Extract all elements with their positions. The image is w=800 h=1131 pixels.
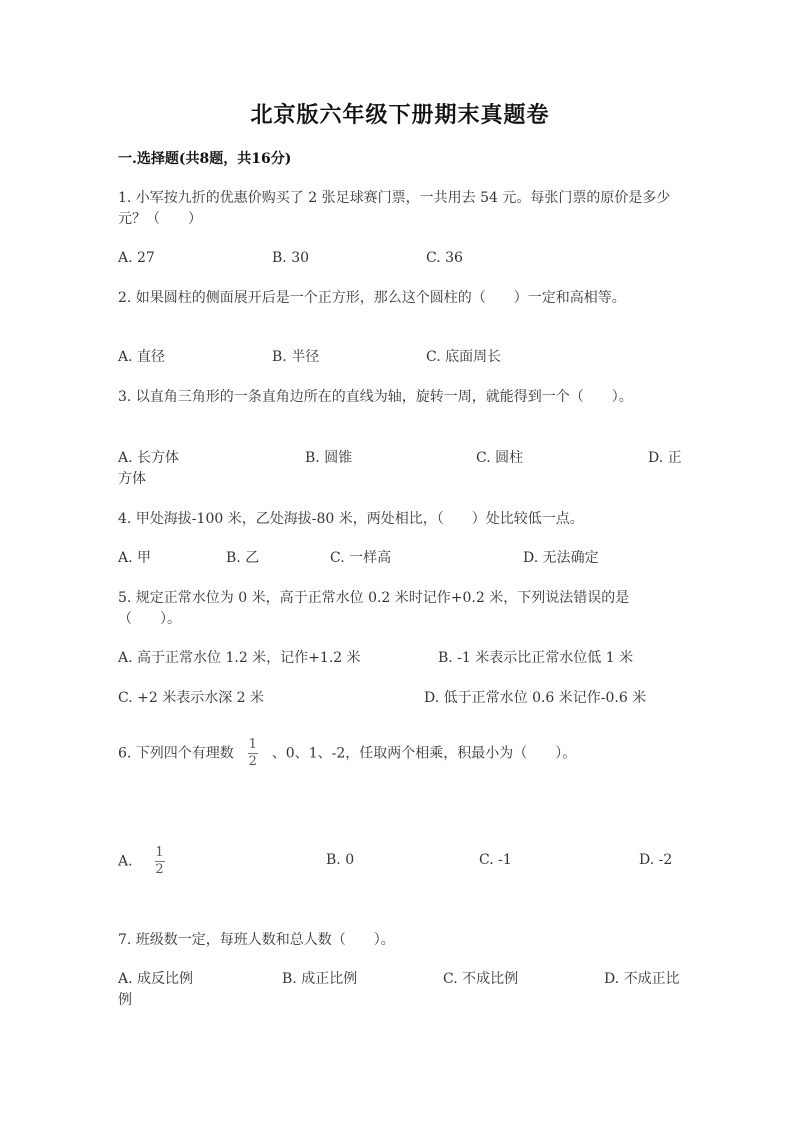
- option-a[interactable]: A. 长方体: [118, 450, 180, 466]
- question-6-text: 6. 下列四个有理数: [118, 745, 234, 762]
- option-a[interactable]: [118, 846, 326, 877]
- question-3-options: [118, 448, 684, 490]
- option-d[interactable]: D. 低于正常水位 0.6 米记作-0.6 米: [424, 690, 647, 706]
- option-a[interactable]: A. 高于正常水位 1.2 米，记作+1.2 米: [118, 650, 361, 666]
- option-b[interactable]: B. 圆锥: [305, 450, 353, 466]
- option-b[interactable]: B. -1 米表示比正常水位低 1 米: [438, 650, 634, 666]
- option-d[interactable]: D. 无法确定: [523, 550, 599, 566]
- question-7: 7. 班级数一定，每班人数和总人数（ ）。: [118, 932, 395, 948]
- question-3: 3. 以直角三角形的一条直角边所在的直线为轴，旋转一周，就能得到一个（ ）。: [118, 389, 633, 405]
- page-title: 北京版六年级下册期末真题卷: [250, 102, 550, 128]
- option-c[interactable]: C. 36: [426, 250, 463, 266]
- question-5: 5. 规定正常水位为 0 米，高于正常水位 0.2 米时记作+0.2 米，下列说法错误的是（ ）。: [118, 590, 630, 627]
- fraction-one-half: [248, 738, 258, 769]
- option-c[interactable]: C. -1: [479, 852, 512, 868]
- question-4: 4. 甲处海拔-100 米，乙处海拔-80 米，两处相比，（ ）处比较低一点。: [118, 511, 584, 527]
- numerator: 1: [248, 737, 257, 752]
- question-2-options: [118, 347, 684, 368]
- option-b[interactable]: B. 乙: [226, 550, 260, 566]
- denominator: 2: [248, 754, 257, 769]
- option-a-label: A.: [118, 853, 133, 870]
- question-1-options: [118, 248, 684, 269]
- option-a[interactable]: A. 27: [118, 250, 155, 266]
- section-heading: 一.选择题(共8题，共16分): [118, 151, 292, 167]
- option-c[interactable]: C. +2 米表示水深 2 米: [118, 690, 265, 706]
- option-c[interactable]: C. 不成比例: [443, 971, 519, 987]
- option-b[interactable]: B. 成正比例: [282, 971, 358, 987]
- option-b[interactable]: B. 0: [326, 852, 355, 868]
- question-6-options: [118, 846, 684, 877]
- option-c[interactable]: C. 圆柱: [476, 450, 524, 466]
- question-6: [118, 738, 684, 769]
- question-7-options: [118, 969, 684, 1011]
- question-4-options: [118, 548, 684, 569]
- option-a[interactable]: A. 甲: [118, 550, 152, 566]
- numerator: 1: [155, 845, 164, 860]
- option-b[interactable]: B. 半径: [272, 349, 320, 365]
- option-b[interactable]: B. 30: [272, 250, 310, 266]
- option-c[interactable]: C. 一样高: [330, 550, 392, 566]
- option-d[interactable]: D. 正方体: [118, 450, 682, 487]
- question-5-options-row-1: [118, 648, 684, 669]
- option-d[interactable]: D. 不成正比例: [118, 971, 680, 1008]
- question-2: 2. 如果圆柱的侧面展开后是一个正方形，那么这个圆柱的（ ）一定和高相等。: [118, 290, 626, 306]
- question-5-options-row-2: [118, 688, 684, 709]
- question-1: 1. 小军按九折的优惠价购买了 2 张足球赛门票，一共用去 54 元。每张门票的原价是多少元？（ ）: [118, 190, 671, 227]
- option-d[interactable]: D. -2: [639, 852, 673, 868]
- fraction-one-half: [155, 846, 165, 877]
- denominator: 2: [155, 862, 164, 877]
- option-a[interactable]: A. 成反比例: [118, 971, 194, 987]
- option-c[interactable]: C. 底面周长: [426, 349, 502, 365]
- question-6-text-rest: 、0、1、-2，任取两个相乘，积最小为（ ）。: [271, 745, 577, 762]
- option-a[interactable]: A. 直径: [118, 349, 166, 365]
